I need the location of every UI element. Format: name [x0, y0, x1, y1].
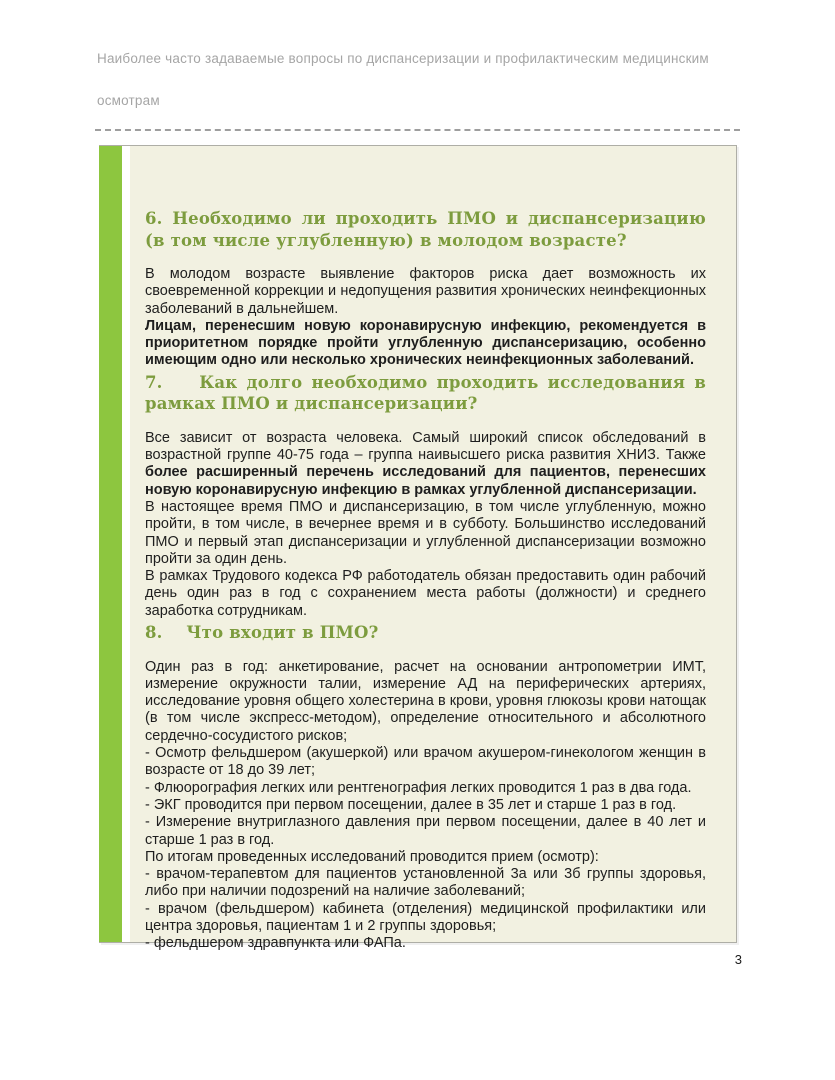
page-number: 3 [734, 952, 742, 967]
question-heading: 7. Как долго необходимо проходить исследования в рамках ПМО и диспансеризации? [145, 372, 706, 414]
dashed-divider [95, 129, 740, 131]
text-run: - фельдшером здравпункта или ФАПа. [145, 935, 406, 952]
text-run: - Флюорография легких или рентгенография легких проводится 1 раз в два года. [145, 779, 692, 796]
paragraph [145, 499, 706, 568]
paragraph [145, 430, 706, 499]
text-run: - врачом-терапевтом для пациентов установленной 3а или 3б группы здоровья, либо при наличии подозрений на наличие заболеваний; [145, 866, 706, 900]
content-panel [99, 145, 737, 952]
qa-content [130, 146, 736, 952]
paragraph [145, 814, 706, 849]
panel-gap [122, 146, 130, 942]
paragraph [145, 568, 706, 620]
paragraph [145, 780, 706, 797]
paragraph [145, 866, 706, 901]
paragraph [145, 745, 706, 780]
text-run: В молодом возрасте выявление факторов риска дает возможность их своевременной коррекции и недопущения развития хронических неинфекционных заболеваний в дальнейшем. [145, 266, 706, 317]
text-run: - Измерение внутриглазного давления при первом посещении, далее в 40 лет и старше 1 раз в год. [145, 814, 706, 848]
accent-bar [99, 146, 122, 942]
paragraph [145, 901, 706, 936]
document-header: Наиболее часто задаваемые вопросы по диспансеризации и профилактическим медицинским осмотрам [97, 51, 709, 108]
paragraph [145, 849, 706, 866]
question-heading: 8. Что входит в ПМО? [145, 623, 379, 643]
paragraph [145, 318, 706, 370]
paragraph [145, 797, 706, 814]
text-run: Все зависит от возраста человека. Самый широкий список обследований в возрастной группе 40-75 года – группа наивысшего риска развития ХНИЗ. Также [145, 429, 706, 464]
question-heading: 6. Необходимо ли проходить ПМО и диспансеризацию (в том числе углубленную) в молодом возрасте? [145, 209, 706, 250]
text-run: - Осмотр фельдшером (акушеркой) или врачом акушером-гинекологом женщин в возрасте от 18 до 39 лет; [145, 745, 706, 779]
text-run: В рамках Трудового кодекса РФ работодатель обязан предоставить один рабочий день один раз в год с сохранением места работы (должности) и среднего заработка сотрудникам. [145, 568, 706, 619]
paragraph [145, 659, 706, 745]
paragraph [145, 266, 706, 318]
bold-text-run: более расширенный перечень исследований для пациентов, перенесших новую коронавирусную инфекцию в рамках углубленной диспансеризации. [145, 464, 706, 498]
bold-text-run: Лицам, перенесшим новую коронавирусную инфекцию, рекомендуется в приоритетном порядке пройти углубленную диспансеризацию, особенно имеющим одно или несколько хронических неинфекционных заболеваний. [145, 317, 706, 369]
text-run: Один раз в год: анкетирование, расчет на основании антропометрии ИМТ, измерение окружности талии, измерение АД на периферических артериях, исследование уровня общего холестерина в крови, уровня глюкозы крови натощак (в том числе экспресс-методом), определение относительного и абсолютного сердечно-сосудистого рисков; [145, 658, 706, 744]
text-run: - ЭКГ проводится при первом посещении, далее в 35 лет и старше 1 раз в год. [145, 796, 677, 813]
text-run: По итогам проведенных исследований проводится прием (осмотр): [145, 848, 599, 865]
paragraph [145, 935, 706, 952]
text-run: - врачом (фельдшером) кабинета (отделения) медицинской профилактики или центра здоровья, пациентам 1 и 2 группы здоровья; [145, 900, 706, 934]
text-run: В настоящее время ПМО и диспансеризацию, в том числе углубленную, можно пройти, в том числе, в вечернее время и в субботу. Большинство исследований ПМО и первый этап диспансеризации и углубленной диспансеризации возможно пройти за один день. [145, 498, 706, 567]
